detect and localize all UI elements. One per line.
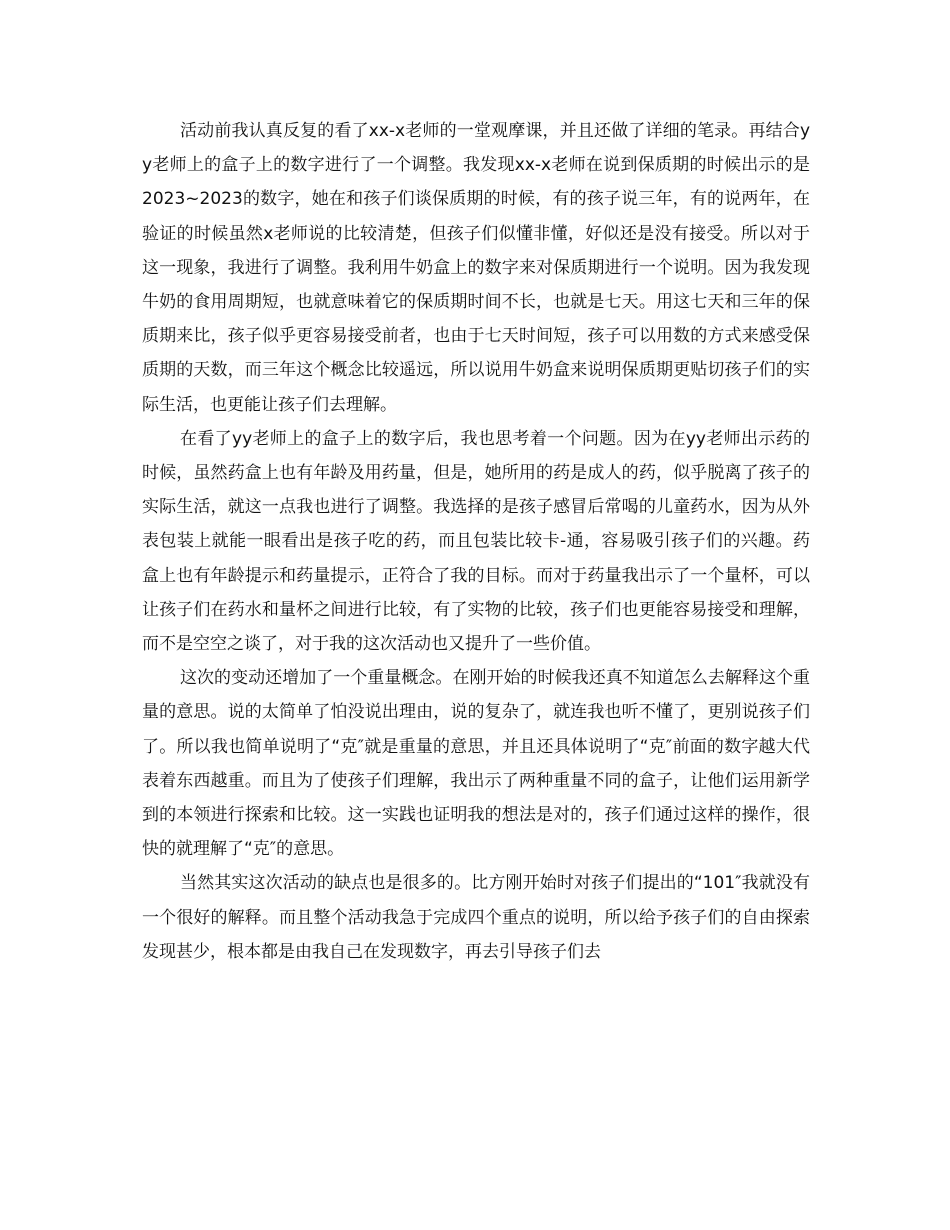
paragraph-4: 当然其实这次活动的缺点也是很多的。比方刚开始时对孩子们提出的“101″我就没有一个很好的解释。而且整个活动我急于完成四个重点的说明，所以给予孩子们的自由探索发现甚少，根本都是由我自己在发现数字，再去引导孩子们去	[142, 873, 810, 962]
paragraph-1: 活动前我认真反复的看了xx-x老师的一堂观摩课，并且还做了详细的笔录。再结合yy老师上的盒子上的数字进行了一个调整。我发现xx-x老师在说到保质期的时候出示的是2023~2023的数字，她在和孩子们谈保质期的时候，有的孩子说三年，有的说两年，在验证的时候虽然x老师说的比较清楚，但孩子们似懂非懂，好似还是没有接受。所以对于这一现象，我进行了调整。我利用牛奶盒上的数字来对保质期进行一个说明。因为我发现牛奶的食用周期短，也就意味着它的保质期时间不长，也就是七天。用这七天和三年的保质期来比，孩子似乎更容易接受前者，也由于七天时间短，孩子可以用数的方式来感受保质期的天数，而三年这个概念比较遥远，所以说用牛奶盒来说明保质期更贴切孩子们的实际生活，也更能让孩子们去理解。	[142, 121, 810, 415]
paragraph-3: 这次的变动还增加了一个重量概念。在刚开始的时候我还真不知道怎么去解释这个重量的意思。说的太简单了怕没说出理由，说的复杂了，就连我也听不懂了，更别说孩子们了。所以我也简单说明了“克″就是重量的意思，并且还具体说明了“克″前面的数字越大代表着东西越重。而且为了使孩子们理解，我出示了两种重量不同的盒子，让他们运用新学到的本领进行探索和比较。这一实践也证明我的想法是对的，孩子们通过这样的操作，很快的就理解了“克″的意思。	[142, 668, 810, 860]
paragraph-2: 在看了yy老师上的盒子上的数字后，我也思考着一个问题。因为在yy老师出示药的时候，虽然药盒上也有年龄及用药量，但是，她所用的药是成人的药，似乎脱离了孩子的实际生活，就这一点我也进行了调整。我选择的是孩子感冒后常喝的儿童药水，因为从外表包装上就能一眼看出是孩子吃的药，而且包装比较卡-通，容易吸引孩子们的兴趣。药盒上也有年龄提示和药量提示，正符合了我的目标。而对于药量我出示了一个量杯，可以让孩子们在药水和量杯之间进行比较，有了实物的比较，孩子们也更能容易接受和理解，而不是空空之谈了，对于我的这次活动也又提升了一些价值。	[142, 428, 810, 655]
document-body	[142, 114, 810, 969]
